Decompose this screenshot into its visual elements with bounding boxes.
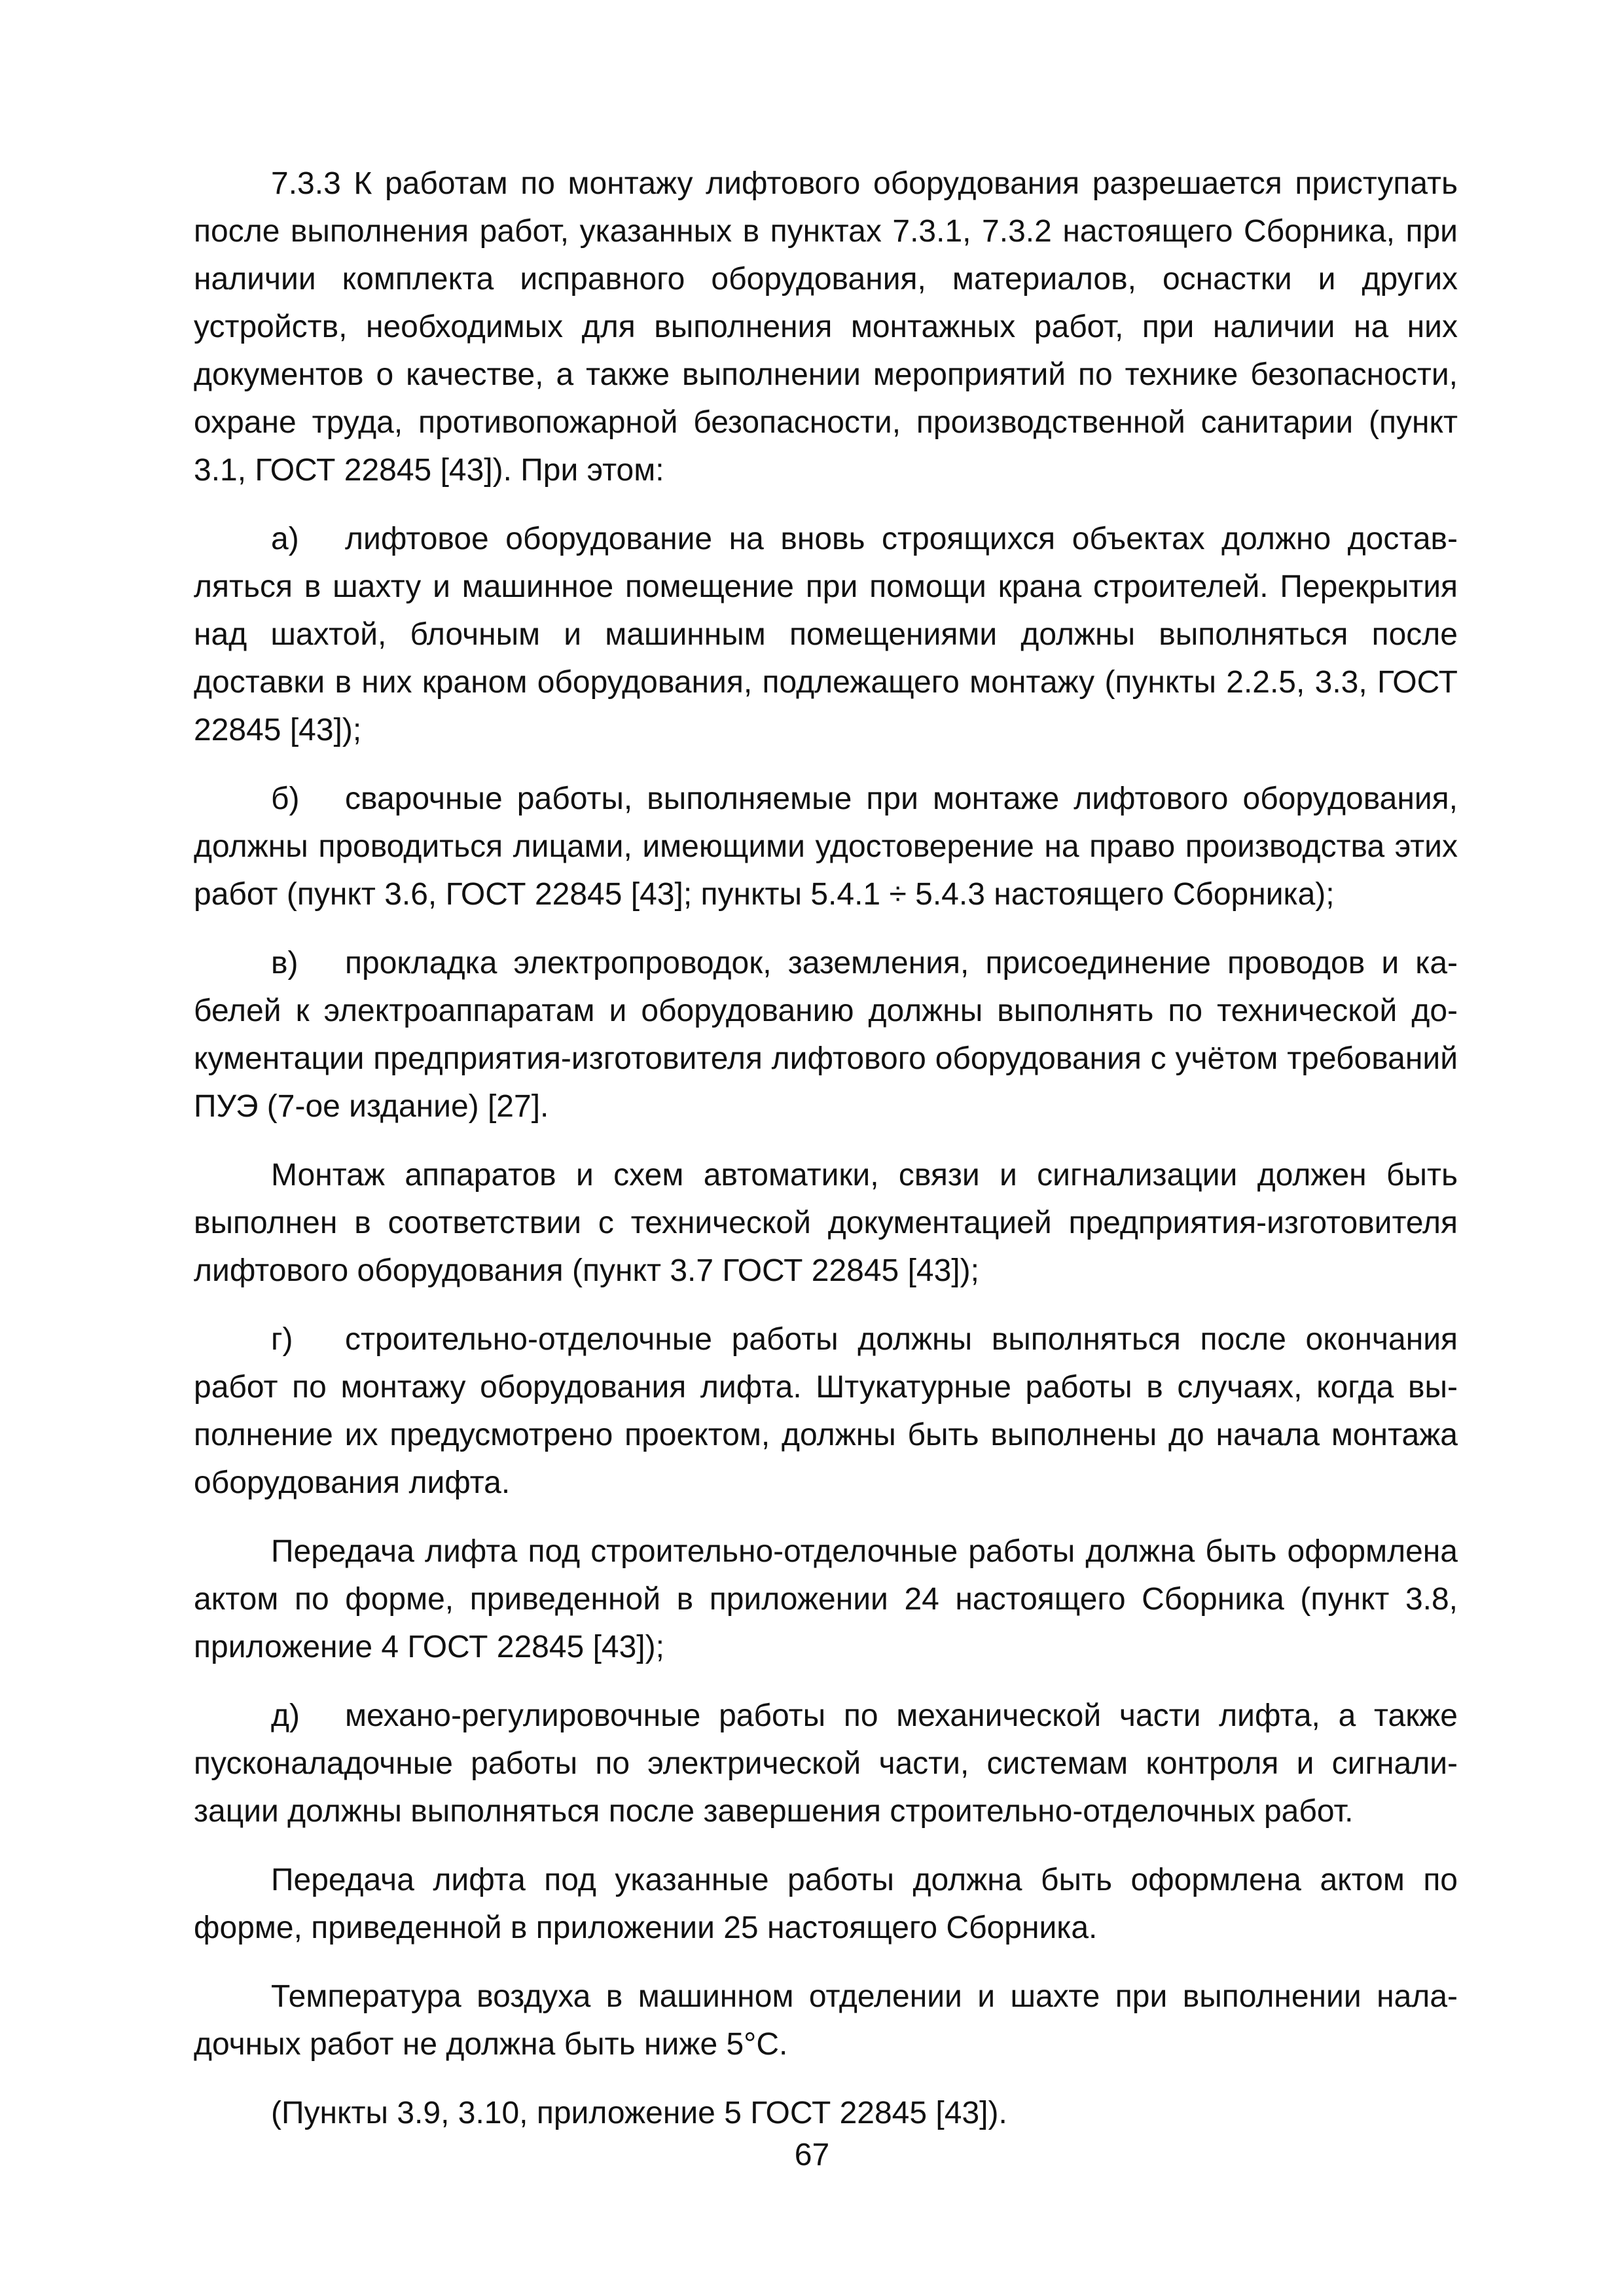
- paragraph-automation: Монтаж аппаратов и схем автоматики, связи и сигнализации должен быть выполнен в соответствии с технической документацией предприятия-изготовителя лифтового оборудования (пункт 3.7 ГОСТ 22845 [43]);: [194, 1158, 1458, 1288]
- paragraph-temperature: Температура воздуха в машинном отделении и шахте при выполнении наладочных работ не должна быть ниже 5°С.: [194, 1979, 1458, 2062]
- list-label: д): [271, 1698, 300, 1733]
- list-item-d: д) механо-регулировочные работы по механической части лифта, а также пусконаладочные работы по электрической части, системам контроля и сигнализации должны выполняться после завершения строительно-отделочных работ.: [194, 1692, 1458, 1835]
- list-item-a: а) лифтовое оборудование на вновь строящихся объектах должно доставляться в шахту и машинное помещение при помощи крана строителей. Перекрытия над шахтой, блочным и машинным помещениями должны выполняться после доставки в них краном оборудования, подлежащего монтажу (пункты 2.2.5, 3.3, ГОСТ 22845 [43]);: [194, 515, 1458, 754]
- page-number: 67: [794, 2138, 830, 2172]
- paragraph-handover-finishing: Передача лифта под строительно-отделочные работы должна быть оформлена актом по форме, приведенной в приложении 24 настоящего Сборника (пункт 3.8, приложение 4 ГОСТ 22845 [43]);: [194, 1534, 1458, 1664]
- paragraph-handover-works: Передача лифта под указанные работы должна быть оформлена актом по форме, приведенной в приложении 25 настоящего Сборника.: [194, 1863, 1458, 1945]
- list-label: а): [271, 522, 299, 556]
- list-item-b: б) сварочные работы, выполняемые при монтаже лифтового оборудования, должны проводиться лицами, имеющими удостоверение на право производства этих работ (пункт 3.6, ГОСТ 22845 [43]; пункты 5.4.1 ÷ 5.4.3 настоящего Сборника);: [194, 775, 1458, 918]
- list-item-g: г) строительно-отделочные работы должны выполняться после окончания работ по монтажу оборудования лифта. Штукатурные работы в случаях, когда выполнение их предусмотрено проектом, должны быть выполнены до начала монтажа оборудования лифта.: [194, 1316, 1458, 1507]
- list-label: б): [271, 781, 300, 816]
- list-item-v: в) прокладка электропроводок, заземления, присоединение проводов и кабелей к электроаппаратам и оборудованию должны выполнять по технической документации предприятия-изготовителя лифтового оборудования с учётом требований ПУЭ (7-ое издание) [27].: [194, 939, 1458, 1130]
- body-text: [194, 160, 1458, 2158]
- paragraph-7-3-3: 7.3.3 К работам по монтажу лифтового оборудования разрешается приступать после выполнения работ, указанных в пунктах 7.3.1, 7.3.2 настоящего Сборника, при наличии комплекта исправного оборудования, материалов, оснастки и других устройств, необходимых для выполнения монтажных работ, при наличии на них документов о качестве, а также выполнении мероприятий по технике безопасности, охране труда, противопожарной безопасности, производственной санитарии (пункт 3.1, ГОСТ 22845 [43]). При этом:: [194, 166, 1458, 488]
- paragraph-reference: (Пункты 3.9, 3.10, приложение 5 ГОСТ 22845 [43]).: [271, 2096, 1007, 2130]
- list-label: г): [271, 1322, 293, 1357]
- list-label: в): [271, 946, 298, 980]
